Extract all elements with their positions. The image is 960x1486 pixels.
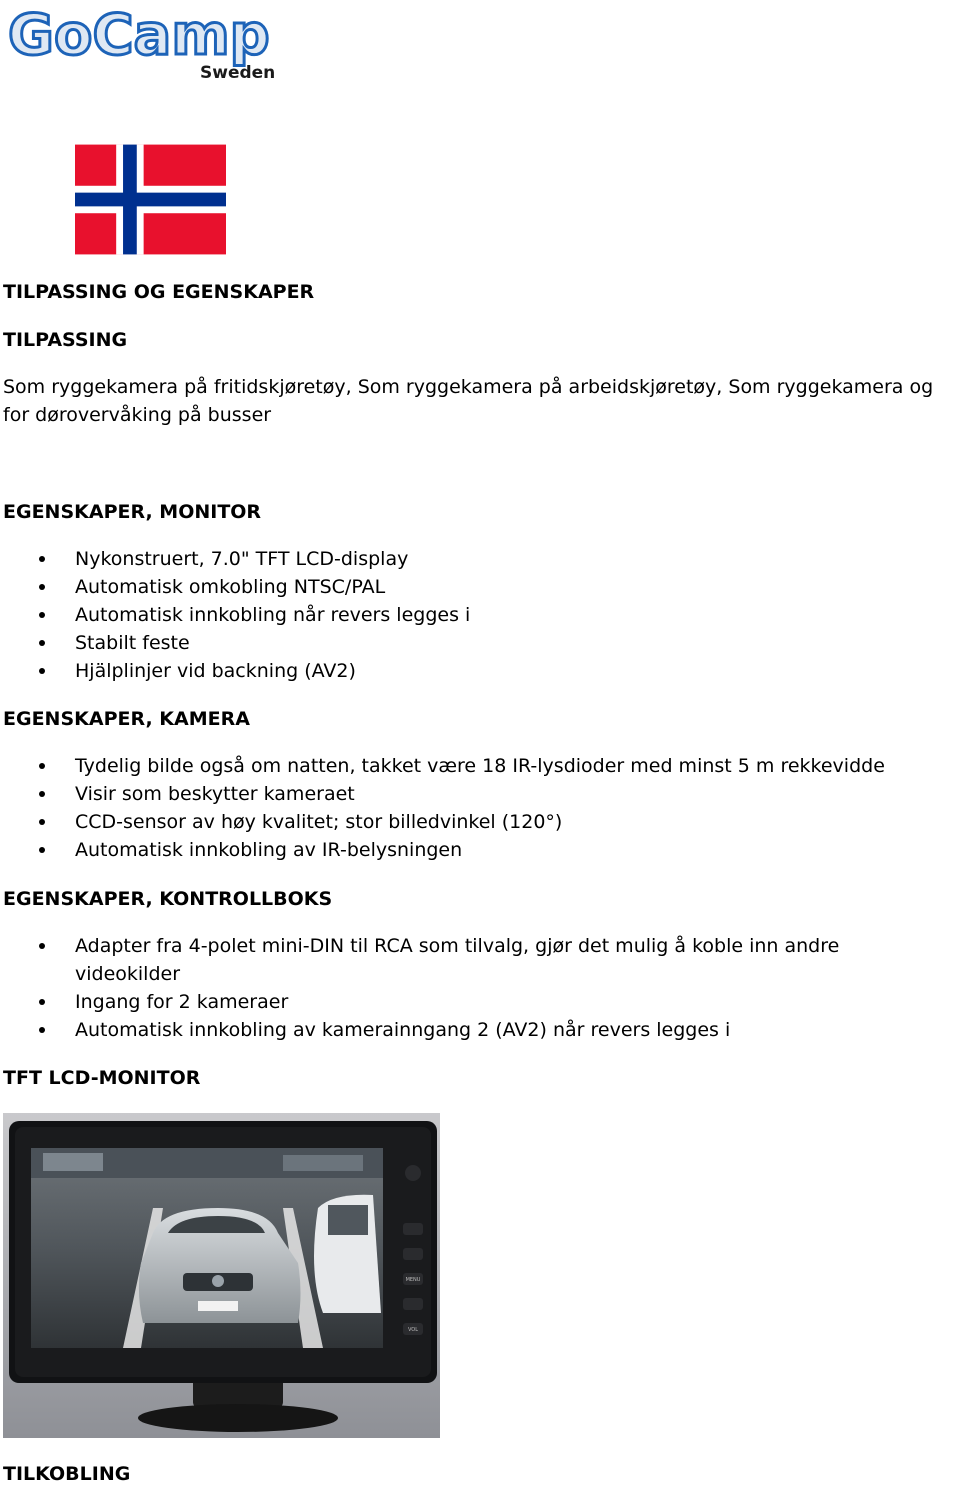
norway-flag-icon xyxy=(75,144,226,255)
monitor-photo xyxy=(3,1113,440,1438)
list-item: Automatisk innkobling av kamerainngang 2 (AV2) når revers legges i xyxy=(0,1016,950,1044)
document-title: TILPASSING OG EGENSKAPER xyxy=(3,281,315,303)
list-item: Ingang for 2 kameraer xyxy=(0,988,950,1016)
logo-go-text: GoCamp xyxy=(8,3,270,68)
list-item: CCD-sensor av høy kvalitet; stor billedvinkel (120°) xyxy=(0,808,950,836)
control-box-features-list xyxy=(0,932,950,1044)
list-item: Visir som beskytter kameraet xyxy=(0,780,950,808)
list-item: Adapter fra 4-polet mini-DIN til RCA som tilvalg, gjør det mulig å koble inn andre videokilder xyxy=(0,932,950,988)
monitor-menu-label: MENU xyxy=(405,1277,421,1283)
list-item: Automatisk omkobling NTSC/PAL xyxy=(0,573,950,601)
logo-sweden-text: Sweden xyxy=(200,63,276,83)
monitor-features-list xyxy=(0,545,950,685)
fitting-text: Som ryggekamera på fritidskjøretøy, Som ryggekamera på arbeidskjøretøy, Som ryggekamera og for dørovervåking på busser xyxy=(3,376,934,426)
gocamp-logo xyxy=(6,2,326,84)
list-item: Stabilt feste xyxy=(0,629,950,657)
control-box-features-heading: EGENSKAPER, KONTROLLBOKS xyxy=(3,888,333,910)
list-item: Automatisk innkobling når revers legges i xyxy=(0,601,950,629)
connection-heading: TILKOBLING xyxy=(3,1463,131,1485)
tft-monitor-heading: TFT LCD-MONITOR xyxy=(3,1067,201,1089)
list-item: Tydelig bilde også om natten, takket være 18 IR-lysdioder med minst 5 m rekkevidde xyxy=(0,752,950,780)
list-item: Hjälplinjer vid backning (AV2) xyxy=(0,657,950,685)
list-item: Nykonstruert, 7.0" TFT LCD-display xyxy=(0,545,950,573)
monitor-vol-label: VOL xyxy=(407,1327,419,1333)
list-item: Automatisk innkobling av IR-belysningen xyxy=(0,836,950,864)
camera-features-list xyxy=(0,752,950,864)
camera-features-heading: EGENSKAPER, KAMERA xyxy=(3,708,250,730)
fitting-heading: TILPASSING xyxy=(3,329,128,351)
monitor-features-heading: EGENSKAPER, MONITOR xyxy=(3,501,262,523)
